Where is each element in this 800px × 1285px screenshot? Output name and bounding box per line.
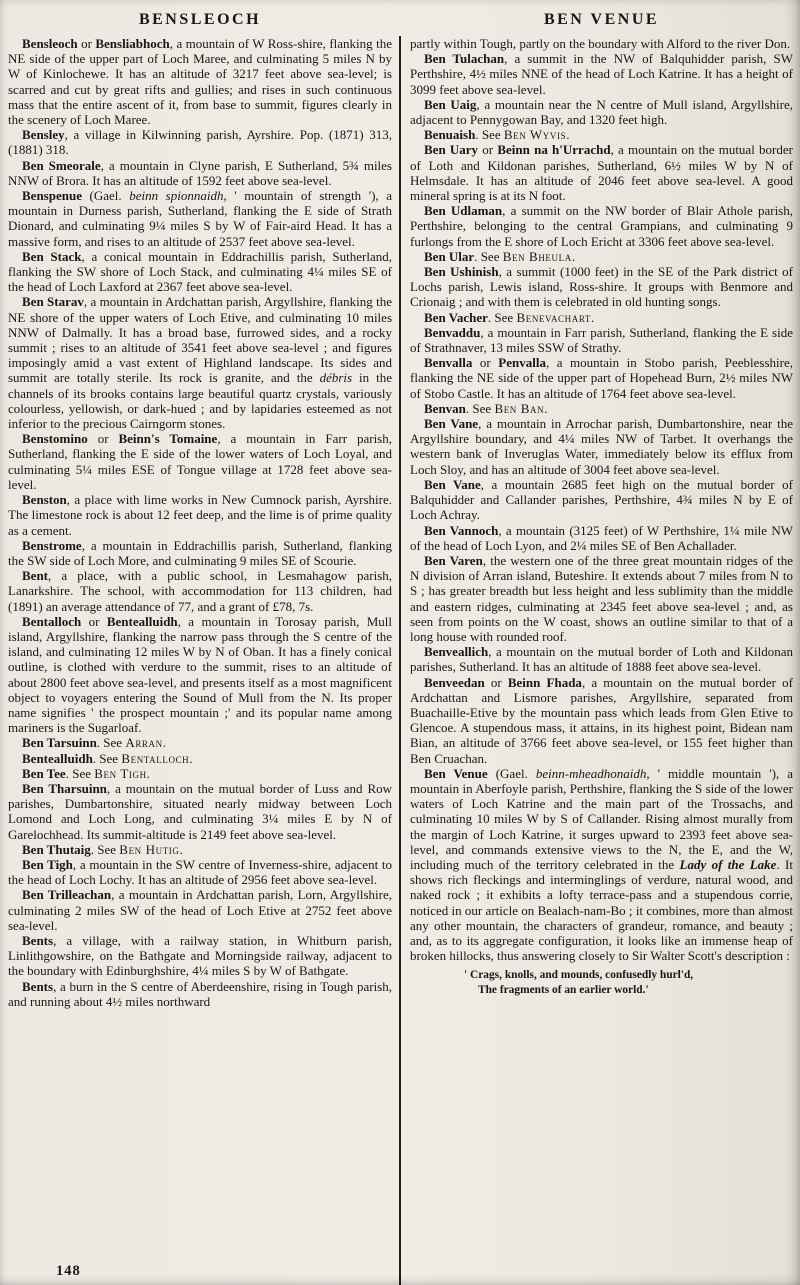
entry-text: or — [87, 431, 119, 447]
entry-text: . See — [65, 765, 95, 781]
entry-name: Ben Vane — [424, 416, 479, 432]
entry-text: . See — [465, 400, 495, 416]
entry-name: Benveedan — [424, 674, 485, 690]
cross-reference: Arran — [125, 735, 163, 751]
gazetteer-entry — [8, 735, 392, 750]
entry-text: or — [472, 355, 499, 371]
italic-term: beinn-mheadhonaidh — [535, 765, 647, 781]
entry-name: Ben Vacher — [424, 309, 488, 325]
entry-name: Ben Tarsuinn — [22, 735, 97, 751]
italic-term: Lady of the Lake — [679, 856, 777, 872]
gazetteer-entry — [410, 553, 793, 644]
entry-name: Benuaish — [424, 127, 476, 143]
italic-term: débris — [319, 370, 353, 386]
gazetteer-entry — [410, 644, 793, 674]
cross-reference: Ben Hutig — [119, 841, 180, 857]
gazetteer-entry — [410, 142, 793, 203]
entry-text: . — [146, 765, 150, 781]
entry-name: Bents — [22, 978, 54, 994]
entry-name: Ben Tulachan — [424, 51, 505, 67]
entry-text: , a mountain in Farr parish, Sutherland, flanking the E side of the lower waters of Loch Loyal, and culminating 5¼ miles ESE of Tongue village at 1728 feet above sea-level. — [8, 431, 392, 492]
entry-name: Benston — [22, 492, 67, 508]
entry-text: , a mountain on the mutual border of Ardchattan and Lismore parishes, Argyllshire, separated from Buachaille-Etive by the mountain pass which leads from Glen Etive to Glencoe. A stupendous mass, it attains, in its highest point, Bidean nam Bian, an altitude of 3766 feet above sea-level, or 155 feet higher than Ben Cruachan. — [410, 674, 793, 766]
verse-quote — [464, 968, 793, 997]
gazetteer-entry — [8, 857, 392, 887]
cross-reference: Benevachart — [516, 309, 592, 325]
entry-text: partly within Tough, partly on the boundary with Alford to the river Don. — [410, 36, 791, 51]
entry-text: . — [591, 309, 595, 325]
entry-text: (Gael. — [487, 765, 536, 781]
entry-name: Ben Starav — [22, 294, 84, 310]
entry-continuation — [410, 36, 793, 51]
entry-name: Benvaddu — [424, 324, 481, 340]
entry-text: , a mountain on the mutual border of Loth and Kildonan parishes, Sutherland, 6½ miles W by N of Helmsdale. It has an altitude of 2046 feet above sea-level. A good mineral spring is at its N foot. — [410, 142, 793, 204]
cross-reference: Ben Tigh — [94, 765, 147, 781]
entry-text: , a conical mountain in Eddrachillis parish, Sutherland, flanking the SW shore of Loch Stack, and culminating 4¼ miles SE of the head of Loch Laxford at 2367 feet above sea-level. — [8, 248, 392, 295]
entry-text: , a village, with a railway station, in Whitburn parish, Linlithgowshire, on the Bathgate and Morningside railway, adjacent to the boundary with Edinburghshire, 4¼ miles S by W of Bathgate. — [8, 932, 392, 979]
gazetteer-entry — [8, 36, 392, 127]
entry-name: Benspenue — [22, 188, 82, 204]
entry-name: Benvalla — [424, 355, 473, 371]
entry-text: , a mountain in Farr parish, Sutherland, flanking the E side of Strathnaver, 13 miles SSW of Strathy. — [410, 324, 793, 356]
entry-text: . — [162, 735, 166, 751]
entry-text: . — [566, 127, 570, 143]
gazetteer-entry — [8, 492, 392, 538]
entry-text: , a mountain 2685 feet high on the mutual border of Balquhidder and Callander parishes, Perthshire, 4¾ miles N by E of Loch Achray. — [410, 476, 793, 523]
gazetteer-entry — [410, 51, 793, 97]
entry-name: Ben Uary — [424, 142, 479, 158]
gazetteer-entry — [410, 249, 793, 264]
entry-text: , a mountain in Arrochar parish, Dumbartonshire, near the Argyllshire boundary, and 4¼ miles NW of Tarbet. It overhangs the western bank of Inveruglas Water, immediately below its efflux from Loch Sloy, and has an altitude of 3004 feet above sea-level. — [410, 416, 793, 477]
entry-name: Ben Varen — [424, 552, 483, 568]
entry-name: Benstomino — [22, 431, 88, 447]
entry-text: , a summit in the NW of Balquhidder parish, SW Perthshire, 4½ miles NNE of the head of Loch Katrine. It has a height of 3099 feet above sea-level. — [410, 51, 793, 97]
entry-text: , a mountain of W Ross-shire, flanking the NE side of the upper part of Loch Maree, and culminating 5 miles N by W of Kinlochewe. It has an altitude of 3217 feet above sea-level; is scarred and cut by great rifts and gullies; and rises in such continuous mass that the entire ascent of it, from base to summit, figures clearly in the scenery of Loch Maree. — [8, 36, 392, 128]
entry-text: , a mountain in Ardchattan parish, Lorn, Argyllshire, culminating 2 miles SW of the head of Loch Etive at 2752 feet above sea-level. — [8, 887, 392, 933]
entry-name: Benveallich — [424, 644, 489, 660]
entry-text: or — [478, 142, 498, 158]
entry-text: (Gael. — [81, 188, 130, 204]
gazetteer-entry — [410, 127, 793, 142]
entry-text: , a mountain on the mutual border of Luss and Row parishes, Dumbartonshire, situated nearly midway between Loch Lomond and Loch Long, and culminating 3¼ miles E by N of Garelochhead. Its summit-altitude is 2149 feet above sea-level. — [8, 780, 392, 842]
gazetteer-entry — [8, 781, 392, 842]
entry-text: . See — [487, 309, 517, 325]
entry-text: . — [544, 400, 548, 416]
entry-name: Bent — [22, 568, 48, 584]
entry-text: in the channels of its brooks contains large beautiful quartz crystals, variously colourless, yellowish, or dark-hued ; and by lapidaries esteemed as not inferior to the precious Cairngorm stones. — [8, 370, 392, 432]
entry-name: Penvalla — [498, 355, 546, 371]
gazetteer-entry — [410, 523, 793, 553]
entry-text: or — [81, 613, 107, 629]
entry-name: Bensliabhoch — [95, 36, 170, 51]
right-column — [410, 0, 793, 998]
entry-text: . See — [90, 841, 120, 857]
gazetteer-entry — [8, 249, 392, 295]
entry-text: . See — [475, 127, 504, 143]
verse-line: The fragments of an earlier world.' — [478, 983, 649, 996]
entry-name: Bensley — [22, 127, 65, 143]
entry-name: Ben Smeorale — [22, 157, 101, 173]
gazetteer-entry — [8, 188, 392, 249]
verse-line: ' Crags, knolls, and mounds, confusedly hurl'd, — [464, 969, 694, 982]
cross-reference: Bentalloch — [121, 750, 190, 766]
entry-text: , a mountain in Ardchattan parish, Argyllshire, flanking the NE shore of the upper waters of Loch Etive, and culminating 10 miles NNW of Dalmally. It has a broad base, furrowed sides, and a rocky summit ; rises to an altitude of 3541 feet above sea-level ; and figures imposingly amid a vast extent of Highland landscape. Its sides and summit are totally sterile. Its rock is granite, and the — [8, 294, 392, 386]
gazetteer-entry — [8, 431, 392, 492]
gazetteer-entry — [410, 264, 793, 310]
entry-text: . It shows rich fleckings and interminglings of verdure, natural wood, and naked rock ; it exhibits a lofty terrace-pass and a stupendous corrie, noticed in our article on Bealach-nam-Bo ; it combines, more than almost any other mountain, the characters of grandeur, romance, and beauty ; and, as to its aggregate configuration, it looks like an immense heap of broken hillocks, thus answering closely to Sir Walter Scott's description : — [410, 856, 793, 964]
entry-text: , a place with lime works in New Cumnock parish, Ayrshire. The limestone rock is about 12 feet deep, and the lime is of prime quality as a cement. — [8, 492, 392, 538]
entry-name: Beinn na h'Urrachd — [497, 142, 611, 158]
entry-name: Benvan — [424, 400, 466, 416]
gazetteer-entry — [410, 675, 793, 766]
gazetteer-entry — [410, 416, 793, 477]
entry-text: , a mountain on the mutual border of Loth and Kildonan parishes, Sutherland. It has an altitude of 1888 feet above sea-level. — [410, 644, 793, 675]
entry-text: . See — [92, 750, 122, 766]
right-column-running-head: BEN VENUE — [543, 11, 660, 28]
gazetteer-entry — [410, 355, 793, 401]
entry-text: , a burn in the S centre of Aberdeenshire, rising in Tough parish, and running about 4½ miles northward — [8, 978, 392, 1009]
entry-text: , a village in Kilwinning parish, Ayrshire. Pop. (1871) 313, (1881) 318. — [8, 127, 392, 158]
cross-reference: Ben Ban — [494, 400, 545, 416]
entry-name: Ben Tharsuinn — [22, 780, 107, 796]
gazetteer-entry — [410, 401, 793, 416]
gazetteer-entry — [8, 979, 392, 1009]
entry-name: Ben Vane — [424, 476, 481, 492]
entry-text: . See — [96, 735, 126, 751]
entry-text: , ' middle mountain '), a mountain in Aberfoyle parish, Perthshire, flanking the S side of the lower waters of Loch Katrine and the main part of the Trossachs, and culminating 10 miles W by S of Callander. Rising almost murally from the margin of Loch Katrine, it surges upward to 2393 feet above sea-level, and commands extensive views to the N, the E, and the W, including much of the territory celebrated in the — [410, 765, 793, 872]
entry-text: . — [179, 841, 183, 857]
entry-name: Ben Ushinish — [424, 264, 499, 280]
entry-text: , a summit (1000 feet) in the SE of the Park district of Lochs parish, Lewis island, Ross-shire. It groups with Benmore and Crionaig ; and with them is celebrated in old hunting songs. — [410, 264, 793, 310]
entry-text: , a mountain in the SW centre of Inverness-shire, adjacent to the head of Loch Lochy. It has an altitude of 2956 feet above sea-level. — [8, 856, 392, 888]
left-column — [8, 0, 392, 1009]
gazetteer-entry — [8, 766, 392, 781]
gazetteer-entry — [8, 751, 392, 766]
entry-name: Ben Thutaig — [22, 841, 91, 857]
entry-text: , the western one of the three great mountain ridges of the N division of Arran island, Buteshire. It extends about 7 miles from N to S ; has greater breadth but less height and less sublimity than the middle and eastern ridges, culminating at 2345 feet above sea-level ; and, as seen from points on the W coast, shows an outline similar to that of a long house with rounded roof. — [410, 552, 793, 644]
entry-text: , a mountain in Eddrachillis parish, Sutherland, flanking the SW side of Loch More, and culminating 9 miles SE of Scourie. — [8, 537, 392, 568]
entry-name: Ben Uaig — [424, 96, 477, 112]
gazetteer-entry — [8, 568, 392, 614]
entry-name: Bentalloch — [22, 613, 82, 629]
entry-text: or — [77, 36, 96, 51]
entry-name: Benstrome — [22, 537, 82, 553]
gazetteer-entry — [410, 97, 793, 127]
entry-text: . — [571, 248, 576, 264]
entry-name: Ben Stack — [22, 248, 82, 264]
entry-name: Beinn's Tomaine — [118, 431, 218, 447]
gazetteer-entry — [410, 477, 793, 523]
gazetteer-entry — [8, 158, 392, 188]
left-column-text — [8, 36, 392, 1009]
gazetteer-entry — [8, 538, 392, 568]
entry-text: , a summit on the NW border of Blair Athole parish, Perthshire, belonging to the central Grampians, and culminating 9 furlongs from the E shore of Loch Ericht at 3306 feet above sea-level. — [410, 203, 793, 249]
page-number: 148 — [56, 1263, 81, 1279]
entry-name: Bents — [22, 932, 54, 948]
entry-text: , a place, with a public school, in Lesmahagow parish, Lanarkshire. The school, with accommodation for 113 children, had (1891) an average attendance of 77, and a grant of £78, 7s. — [8, 568, 392, 614]
left-column-running-head: BENSLEOCH — [138, 11, 262, 28]
column-divider-rule — [399, 36, 401, 1285]
entry-name: Bentealluidh — [106, 613, 178, 629]
gazetteer-entry — [410, 766, 793, 964]
entry-name: Bentealluidh — [22, 750, 93, 766]
gazetteer-entry — [410, 325, 793, 355]
italic-term: beinn spionnaidh — [129, 188, 224, 204]
entry-text: , a mountain in Stobo parish, Peeblesshire, flanking the NE side of the upper part of Hopehead Burn, 2½ miles NW of Stobo Castle. It has an altitude of 1764 feet above sea-level. — [410, 355, 793, 401]
entry-text: , a mountain (3125 feet) of W Perthshire, 1¼ mile NW of the head of Loch Lyon, and 2¼ miles SE of Ben Achallader. — [410, 522, 793, 553]
entry-text: , a mountain in Torosay parish, Mull island, Argyllshire, flanking the narrow pass through the S centre of the island, and culminating 12 miles W by N of Oban. It has a finely conical outline, is clothed with verdure to the summit, rises to an altitude of about 2800 feet above sea-level, and presents itself as a most magnificent object to voyagers entering the Sound of Mull from the N. Its proper name signifies ' the prospect mountain ;' and its popular name among mariners is the Sugarloaf. — [8, 613, 392, 736]
cross-reference: Ben Bheula — [502, 248, 572, 264]
entry-name: Ben Tee — [22, 765, 66, 781]
entry-name: Ben Venue — [424, 765, 488, 781]
entry-text: or — [484, 674, 508, 690]
entry-text: , ' mountain of strength '), a mountain in Durness parish, Sutherland, flanking the E side of Strath Dionard, and culminating 9¼ miles S by W of Fair-aird Head. It has a massive form, and rises to an altitude of 2537 feet above sea-level. — [8, 188, 392, 249]
entry-text: , a mountain in Clyne parish, E Sutherland, 5¾ miles NNW of Brora. It has an altitude of 1592 feet above sea-level. — [8, 157, 392, 188]
entry-name: Ben Vannoch — [424, 522, 499, 538]
gazetteer-entry — [8, 842, 392, 857]
entry-text: , a mountain near the N centre of Mull island, Argyllshire, adjacent to Pennygowan Bay, and 1320 feet high. — [410, 96, 793, 128]
gazetteer-entry — [8, 933, 392, 979]
entry-name: Beinn Fhada — [507, 674, 582, 690]
entry-name: Bensleoch — [22, 36, 78, 51]
entry-name: Ben Trilleachan — [22, 887, 112, 903]
gazetteer-entry — [410, 203, 793, 249]
entry-name: Ben Ular — [424, 248, 475, 264]
gazetteer-entry — [8, 127, 392, 157]
entry-text: . See — [474, 248, 503, 264]
entry-text: . — [189, 750, 193, 766]
gazetteer-entry — [8, 294, 392, 431]
cross-reference: Ben Wyvis — [503, 127, 567, 143]
gazetteer-entry — [410, 310, 793, 325]
entry-name: Ben Udlaman — [424, 203, 503, 219]
gazetteer-entry — [8, 887, 392, 933]
gazetteer-entry — [8, 614, 392, 736]
right-column-text — [410, 36, 793, 998]
entry-name: Ben Tigh — [22, 856, 73, 872]
